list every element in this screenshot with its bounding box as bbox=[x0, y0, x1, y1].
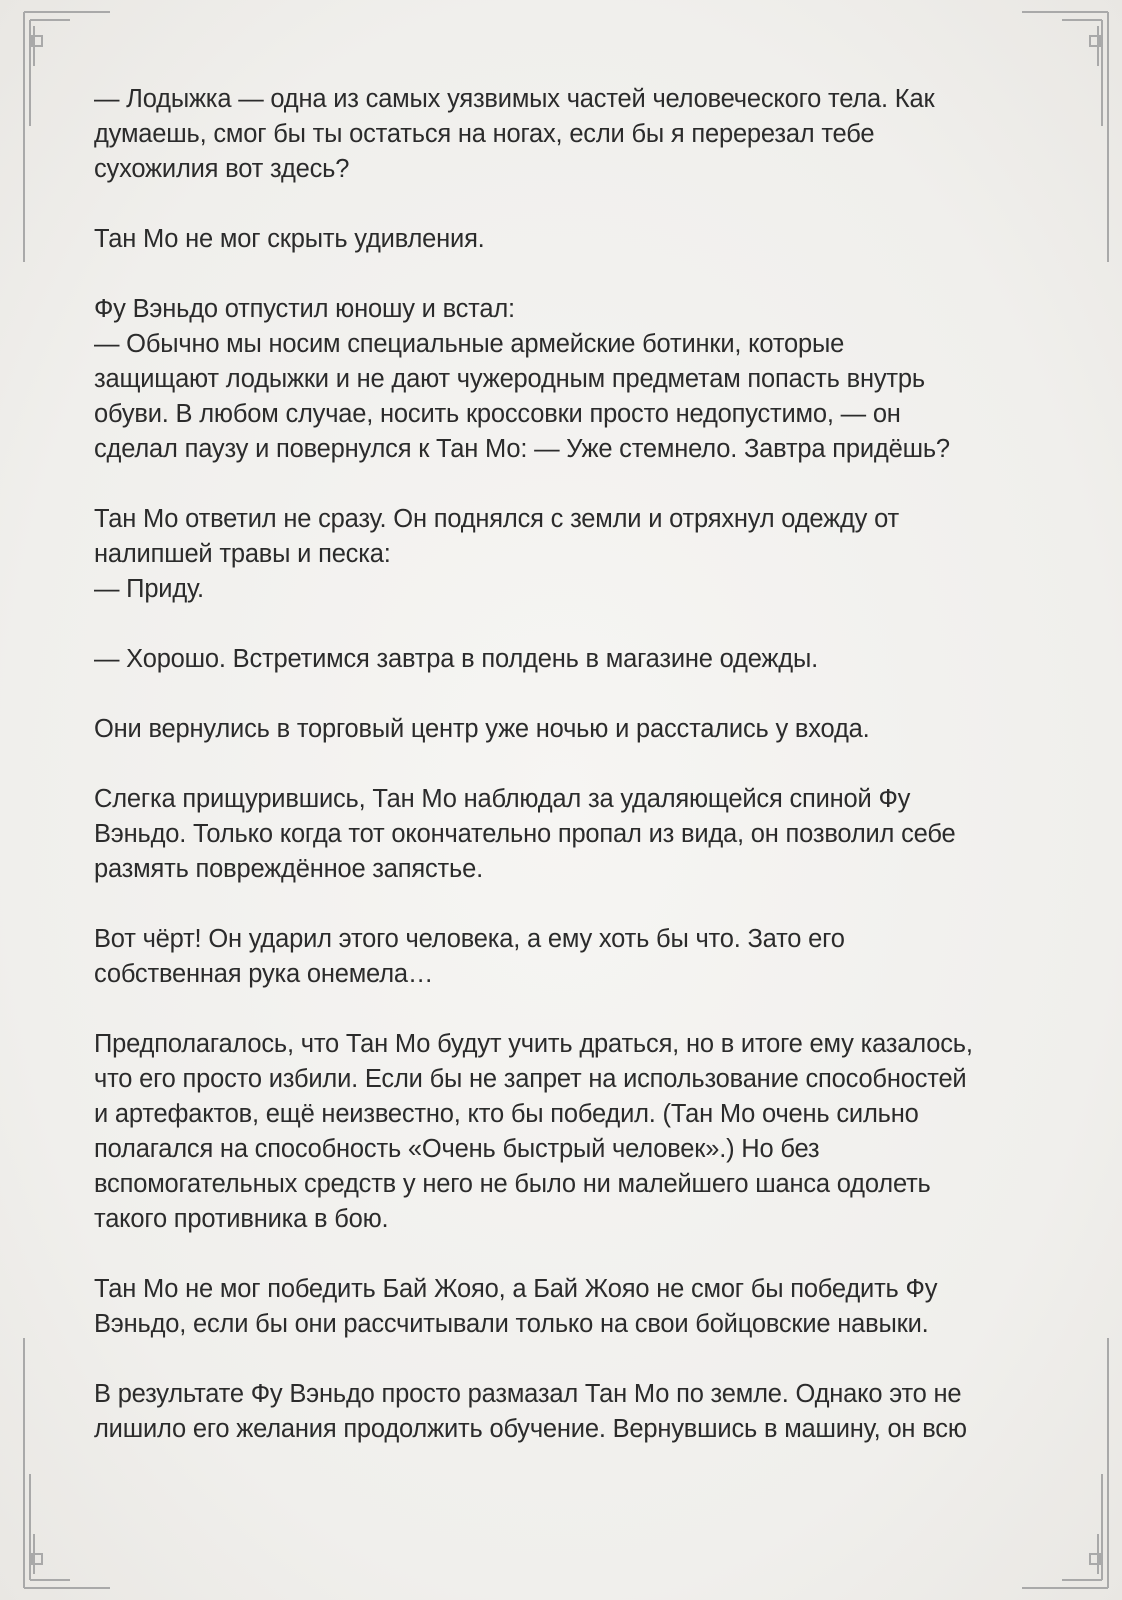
paragraph: Тан Мо не мог скрыть удивления. bbox=[94, 225, 485, 253]
paragraph: Тан Мо не мог победить Бай Жояо, а Бай Жояо не смог бы победить Фу Вэньдо, если бы они рассчитывали только на свои бойцовские навыки. bbox=[94, 1275, 938, 1338]
paragraph: Предполагалось, что Тан Мо будут учить драться, но в итоге ему казалось, что его просто избили. Если бы не запрет на использование способностей и артефактов, ещё неизвестно, кто бы победил. (Тан Мо очень сильно полагался на способность «Очень быстрый человек».) Но без вспомогательных средств у него не было ни малейшего шанса одолеть такого противника в бою. bbox=[94, 1030, 973, 1233]
body-text bbox=[94, 82, 1034, 1482]
paragraph: Тан Мо ответил не сразу. Он поднялся с земли и отряхнул одежду от налипшей травы и песка: — Приду. bbox=[94, 505, 899, 603]
paragraph: В результате Фу Вэньдо просто размазал Тан Мо по земле. Однако это не лишило его желания продолжить обучение. Вернувшись в машину, он всю bbox=[94, 1380, 967, 1443]
paragraph: Фу Вэньдо отпустил юношу и встал: — Обычно мы носим специальные армейские ботинки, которые защищают лодыжки и не дают чужеродным предметам попасть внутрь обуви. В любом случае, носить кроссовки просто недопустимо, — он сделал паузу и повернулся к Тан Мо: — Уже стемнело. Завтра придёшь? bbox=[94, 295, 950, 463]
paragraph: Они вернулись в торговый центр уже ночью и расстались у входа. bbox=[94, 715, 870, 743]
paragraph: — Лодыжка — одна из самых уязвимых частей человеческого тела. Как думаешь, смог бы ты остаться на ногах, если бы я перерезал тебе сухожилия вот здесь? bbox=[94, 85, 935, 183]
paragraph: Слегка прищурившись, Тан Мо наблюдал за удаляющейся спиной Фу Вэньдо. Только когда тот окончательно пропал из вида, он позволил себе размять повреждённое запястье. bbox=[94, 785, 956, 883]
paragraph: — Хорошо. Встретимся завтра в полдень в магазине одежды. bbox=[94, 645, 818, 673]
paragraph: Вот чёрт! Он ударил этого человека, а ему хоть бы что. Зато его собственная рука онемела… bbox=[94, 925, 845, 988]
